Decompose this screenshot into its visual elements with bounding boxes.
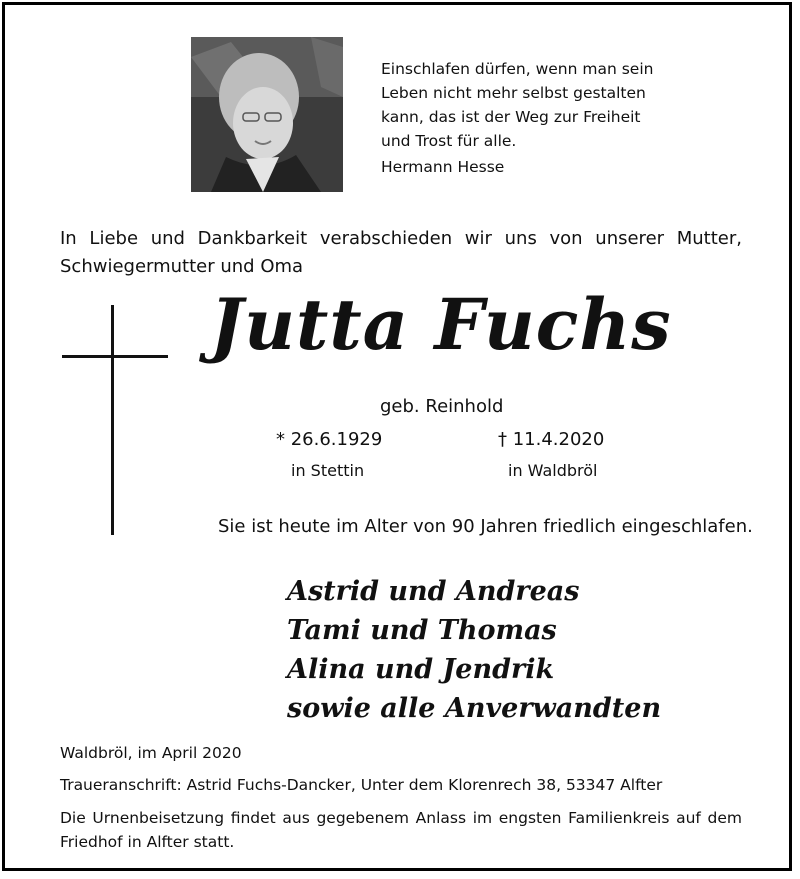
quote-line: und Trost für alle.: [381, 132, 517, 150]
intro-text: In Liebe und Dankbarkeit verabschieden wir uns von unserer Mutter, Schwiegermutter und Oma: [60, 228, 742, 277]
place-date: Waldbröl, im April 2020: [60, 744, 242, 762]
quote-line: Leben nicht mehr selbst gestalten: [381, 84, 646, 102]
birth-date: * 26.6.1929: [276, 429, 383, 450]
burial-notice: Die Urnenbeisetzung findet aus gegebenem Anlass im engsten Familienkreis auf dem Friedhof in Alfter statt.: [60, 809, 742, 851]
death-date: † 11.4.2020: [498, 429, 605, 450]
cross-icon: [111, 305, 114, 535]
portrait-photo: [191, 37, 343, 192]
quote-line: kann, das ist der Weg zur Freiheit: [381, 108, 641, 126]
passing-text: Sie ist heute im Alter von 90 Jahren friedlich eingeschlafen.: [218, 516, 753, 537]
mourner: Astrid und Andreas: [287, 576, 580, 607]
mourning-address: Traueranschrift: Astrid Fuchs-Dancker, Unter dem Klorenrech 38, 53347 Alfter: [60, 776, 663, 794]
deceased-name: Jutta Fuchs: [210, 283, 672, 366]
death-place: in Waldbröl: [508, 461, 598, 480]
mourner: Tami und Thomas: [287, 615, 557, 646]
birth-place: in Stettin: [291, 461, 365, 480]
mourners-list: [287, 572, 661, 728]
cross-icon-bar: [62, 355, 168, 358]
quote-line: Einschlafen dürfen, wenn man sein: [381, 60, 654, 78]
mourner: sowie alle Anverwandten: [287, 693, 662, 724]
quote-author: Hermann Hesse: [381, 158, 505, 176]
quote: [381, 57, 671, 153]
maiden-name: geb. Reinhold: [380, 396, 504, 417]
mourner: Alina und Jendrik: [287, 654, 555, 685]
